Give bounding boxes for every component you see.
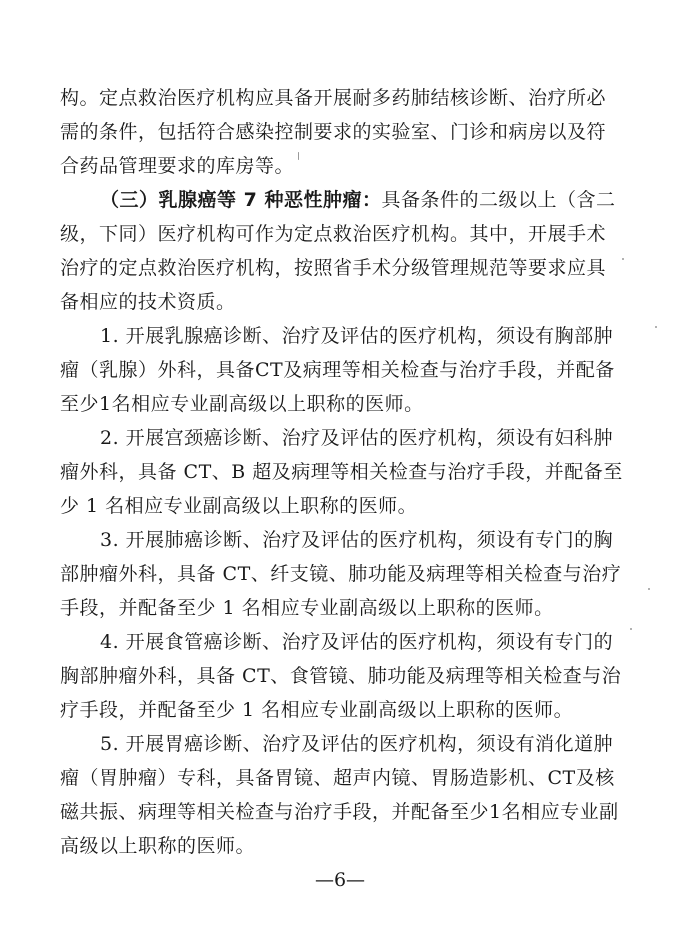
text-line: 4. 开展食管癌诊断、治疗及评估的医疗机构，须设有专门的 bbox=[100, 631, 614, 653]
scan-speck bbox=[298, 152, 299, 160]
section-heading-line bbox=[100, 188, 620, 212]
scan-speck bbox=[648, 588, 650, 590]
text-line: 手段，并配备至少 1 名相应专业副高级以上职称的医师。 bbox=[60, 597, 554, 619]
text-line: 合药品管理要求的库房等。 bbox=[60, 155, 295, 177]
page-number: —6— bbox=[314, 869, 366, 891]
text-line: 级，下同）医疗机构可作为定点救治医疗机构。其中，开展手术 bbox=[60, 223, 607, 245]
section-heading-text: 具备条件的二级以上（含二 bbox=[381, 189, 616, 211]
text-line: 构。定点救治医疗机构应具备开展耐多药肺结核诊断、治疗所必 bbox=[60, 87, 607, 109]
text-line: 备相应的技术资质。 bbox=[60, 291, 236, 313]
scan-speck bbox=[622, 258, 624, 260]
text-line: 1. 开展乳腺癌诊断、治疗及评估的医疗机构，须设有胸部肿 bbox=[100, 325, 614, 347]
text-line: 瘤外科，具备 CT、B 超及病理等相关检查与治疗手段，并配备至 bbox=[60, 461, 623, 483]
text-line: 少 1 名相应专业副高级以上职称的医师。 bbox=[60, 495, 418, 517]
text-line: 瘤（乳腺）外科，具备CT及病理等相关检查与治疗手段，并配备 bbox=[60, 359, 615, 381]
text-line: 胸部肿瘤外科，具备 CT、食管镜、肺功能及病理等相关检查与治 bbox=[60, 665, 622, 687]
text-line: 5. 开展胃癌诊断、治疗及评估的医疗机构，须设有消化道肿 bbox=[100, 733, 614, 755]
text-line: 磁共振、病理等相关检查与治疗手段，并配备至少1名相应专业副 bbox=[60, 801, 619, 823]
section-heading: （三）乳腺癌等 7 种恶性肿瘤： bbox=[100, 189, 382, 211]
text-line: 高级以上职称的医师。 bbox=[60, 835, 256, 857]
scan-speck bbox=[655, 326, 657, 328]
text-line: 治疗的定点救治医疗机构，按照省手术分级管理规范等要求应具 bbox=[60, 257, 607, 279]
scan-speck bbox=[630, 628, 632, 630]
text-line: 需的条件，包括符合感染控制要求的实验室、门诊和病房以及符 bbox=[60, 121, 607, 143]
text-line: 3. 开展肺癌诊断、治疗及评估的医疗机构，须设有专门的胸 bbox=[100, 529, 614, 551]
text-line: 瘤（胃肿瘤）专科，具备胃镜、超声内镜、胃肠造影机、CT及核 bbox=[60, 767, 615, 789]
text-line: 至少1名相应专业副高级以上职称的医师。 bbox=[60, 393, 424, 415]
text-line: 部肿瘤外科，具备 CT、纤支镜、肺功能及病理等相关检查与治疗 bbox=[60, 563, 622, 585]
text-line: 2. 开展宫颈癌诊断、治疗及评估的医疗机构，须设有妇科肿 bbox=[100, 427, 614, 449]
text-line: 疗手段，并配备至少 1 名相应专业副高级以上职称的医师。 bbox=[60, 699, 574, 721]
